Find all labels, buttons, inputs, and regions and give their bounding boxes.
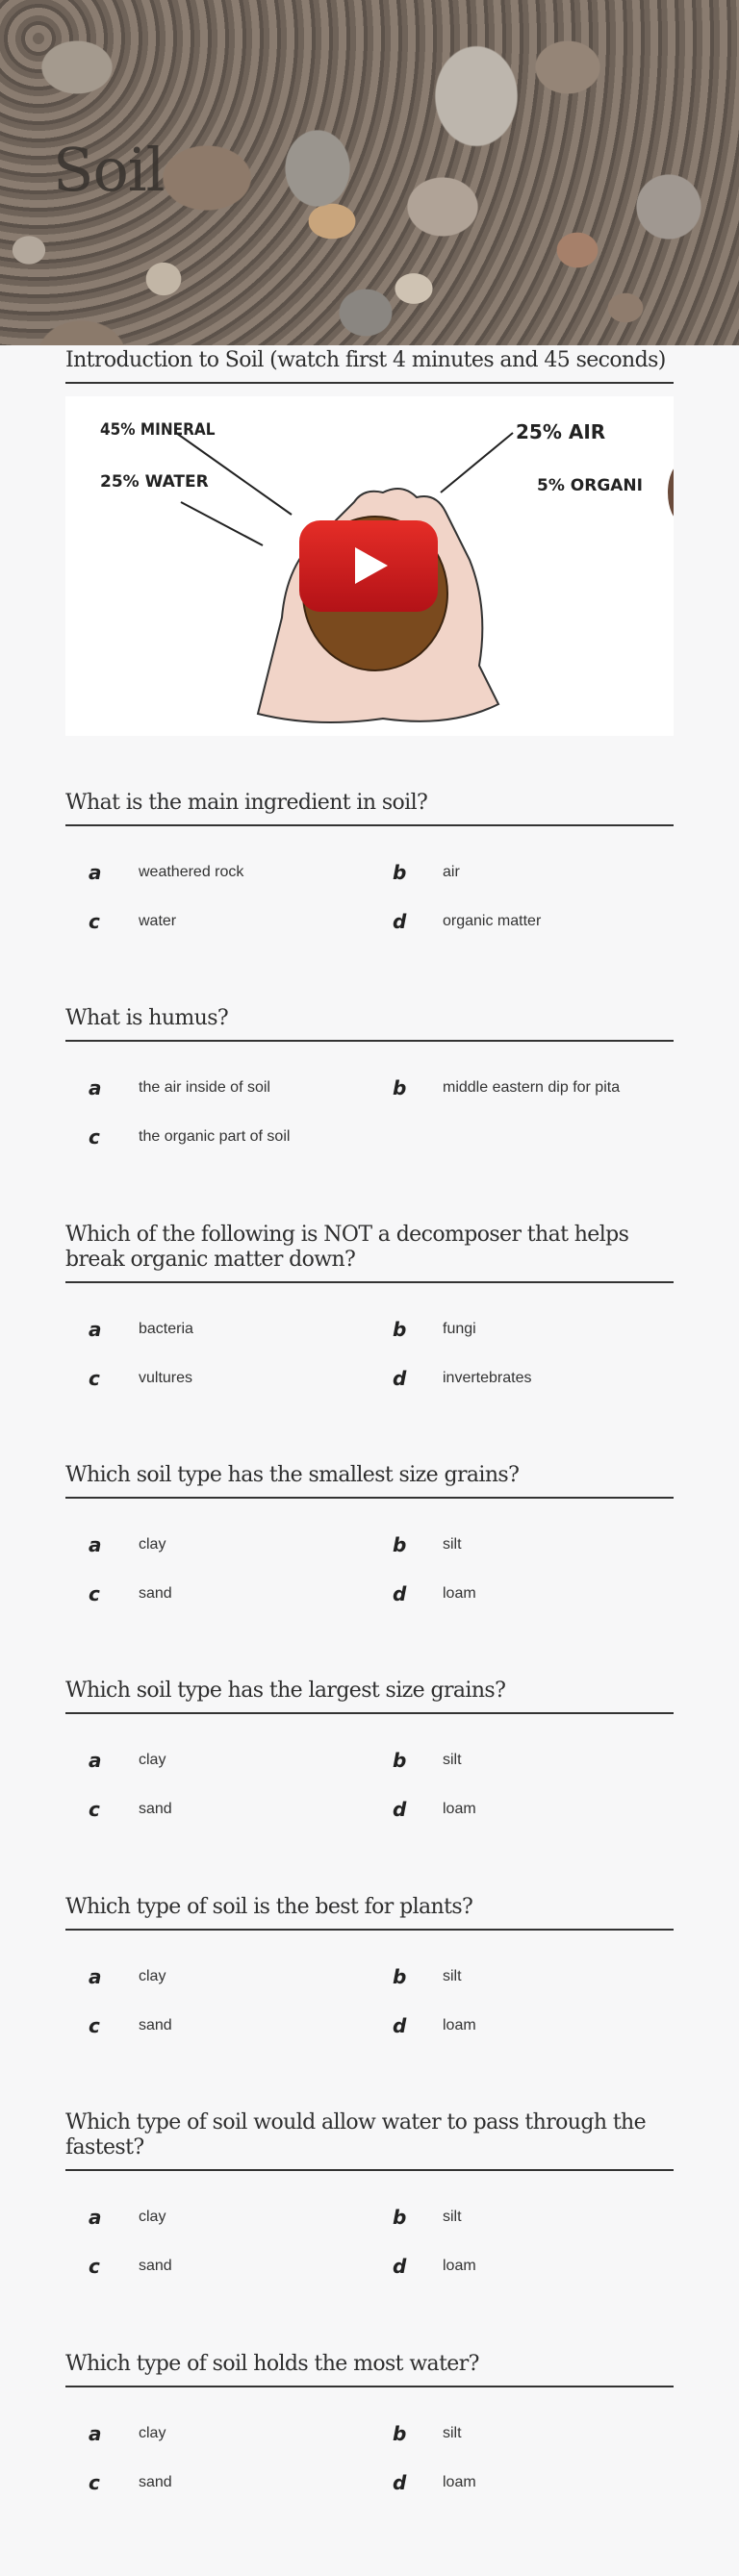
answer-option-b[interactable] [370,1533,674,1556]
option-text: loam [443,1800,476,1817]
option-text: organic matter [443,912,542,929]
option-text: bacteria [139,1320,193,1337]
option-row [65,1063,674,1112]
youtube-play-icon [355,547,388,584]
answer-option-a[interactable] [65,1076,370,1099]
option-text: vultures [139,1369,193,1386]
answer-options [65,1520,674,1618]
option-letter: b [393,1748,407,1772]
option-text: loam [443,1584,476,1602]
intro-heading: Introduction to Soil (watch first 4 minutes and 45 seconds) [65,348,674,384]
answer-option-a[interactable] [65,861,370,884]
question-block-1 [65,791,674,946]
option-letter: a [89,1317,102,1341]
answer-option-a[interactable] [65,1318,370,1341]
option-row [65,1520,674,1569]
option-text: clay [139,1751,166,1768]
option-letter: a [89,2205,102,2229]
option-letter: c [89,1797,100,1821]
option-text: loam [443,2016,476,2033]
option-row [65,897,674,946]
answer-option-b[interactable] [370,1965,674,1988]
answer-option-a[interactable] [65,1533,370,1556]
label-water: 25% WATER [100,472,209,492]
answer-option-b[interactable] [370,1749,674,1772]
option-text: sand [139,1800,172,1817]
option-text: fungi [443,1320,476,1337]
option-row [65,1112,674,1161]
option-letter: d [393,1797,407,1821]
option-text: sand [139,2473,172,2490]
label-organic: 5% ORGANI [537,476,643,495]
youtube-play-button[interactable] [299,520,438,612]
question-text: Which type of soil holds the most water? [65,2352,674,2387]
option-text: sand [139,2257,172,2274]
option-text: air [443,863,460,880]
option-letter: c [89,1124,100,1149]
option-letter: d [393,2013,407,2037]
answer-option-c[interactable] [65,910,370,933]
option-row [65,1569,674,1618]
answer-option-a[interactable] [65,2422,370,2445]
option-letter: a [89,1532,102,1556]
question-block-2 [65,1006,674,1161]
question-text: Which soil type has the smallest size grains? [65,1463,674,1499]
answer-option-b[interactable] [370,1076,674,1099]
option-letter: c [89,1581,100,1605]
answer-option-c[interactable] [65,2471,370,2494]
question-text: Which soil type has the largest size grains? [65,1679,674,1714]
option-letter: b [393,860,407,884]
answer-option-d[interactable] [370,2471,674,2494]
option-text: clay [139,2208,166,2225]
option-letter: b [393,2421,407,2445]
option-letter: a [89,2421,102,2445]
question-text: Which type of soil would allow water to pass through the fastest? [65,2110,674,2171]
option-letter: d [393,909,407,933]
answer-options [65,1952,674,2050]
option-row [65,2458,674,2507]
question-block-6 [65,1895,674,2050]
option-text: clay [139,2424,166,2441]
answer-option-b[interactable] [370,2422,674,2445]
option-letter: d [393,2254,407,2278]
option-text: water [139,912,177,929]
answer-option-b[interactable] [370,861,674,884]
question-text: Which type of soil is the best for plants? [65,1895,674,1931]
answer-options [65,1304,674,1402]
option-row [65,2241,674,2290]
answer-option-b[interactable] [370,1318,674,1341]
answer-option-a[interactable] [65,2206,370,2229]
option-letter: d [393,1581,407,1605]
option-text: the air inside of soil [139,1078,270,1096]
option-row [65,1353,674,1402]
option-letter: c [89,2254,100,2278]
hero-banner-pebbles [0,0,739,345]
option-text: clay [139,1535,166,1553]
option-letter: b [393,2205,407,2229]
option-text: silt [443,2208,462,2225]
option-letter: b [393,1964,407,1988]
answer-option-d[interactable] [370,2014,674,2037]
option-text: silt [443,1751,462,1768]
answer-options [65,2192,674,2290]
answer-option-c[interactable] [65,1125,370,1149]
question-block-3 [65,1223,674,1402]
label-air: 25% AIR [516,420,606,443]
answer-options [65,1735,674,1833]
option-row [65,2001,674,2050]
option-letter: a [89,1964,102,1988]
video-embed[interactable] [65,396,674,736]
option-letter: c [89,1366,100,1390]
option-row [65,1784,674,1833]
question-text: What is the main ingredient in soil? [65,791,674,826]
option-row [65,1304,674,1353]
question-block-8 [65,2352,674,2507]
answer-option-d[interactable] [370,2255,674,2278]
option-letter: d [393,1366,407,1390]
option-row [65,2192,674,2241]
question-text: What is humus? [65,1006,674,1042]
question-block-5 [65,1679,674,1833]
option-letter: d [393,2470,407,2494]
option-text: clay [139,1967,166,1984]
question-block-4 [65,1463,674,1618]
answer-option-d[interactable] [370,1798,674,1821]
option-letter: c [89,909,100,933]
option-letter: b [393,1317,407,1341]
page-title: Soil [53,135,165,205]
option-text: weathered rock [139,863,244,880]
answer-options [65,2409,674,2507]
option-row [65,1952,674,2001]
option-letter: a [89,1075,102,1099]
option-text: sand [139,2016,172,2033]
option-letter: b [393,1532,407,1556]
option-text: loam [443,2257,476,2274]
option-text: silt [443,1967,462,1984]
option-row [65,1735,674,1784]
option-letter: c [89,2470,100,2494]
option-row [65,847,674,897]
option-text: invertebrates [443,1369,532,1386]
intro-section [65,348,674,384]
answer-options [65,1063,674,1161]
option-row [65,2409,674,2458]
option-letter: a [89,860,102,884]
answer-option-c[interactable] [65,2014,370,2037]
answer-option-b[interactable] [370,2206,674,2229]
answer-option-a[interactable] [65,1749,370,1772]
option-text: sand [139,1584,172,1602]
answer-option-d[interactable] [370,910,674,933]
answer-option-a[interactable] [65,1965,370,1988]
label-mineral: 45% MINERAL [100,420,216,440]
option-text: silt [443,1535,462,1553]
answer-option-d[interactable] [370,1367,674,1390]
option-text: loam [443,2473,476,2490]
answer-option-c[interactable] [65,1367,370,1390]
answer-options [65,847,674,946]
option-text: silt [443,2424,462,2441]
question-text: Which of the following is NOT a decomposer that helps break organic matter down? [65,1223,674,1283]
answer-option-d[interactable] [370,1582,674,1605]
option-letter: b [393,1075,407,1099]
answer-option-c[interactable] [65,2255,370,2278]
answer-option-c[interactable] [65,1582,370,1605]
answer-option-c[interactable] [65,1798,370,1821]
option-letter: a [89,1748,102,1772]
option-text: the organic part of soil [139,1127,291,1145]
option-letter: c [89,2013,100,2037]
question-block-7 [65,2110,674,2290]
option-text: middle eastern dip for pita [443,1078,621,1096]
